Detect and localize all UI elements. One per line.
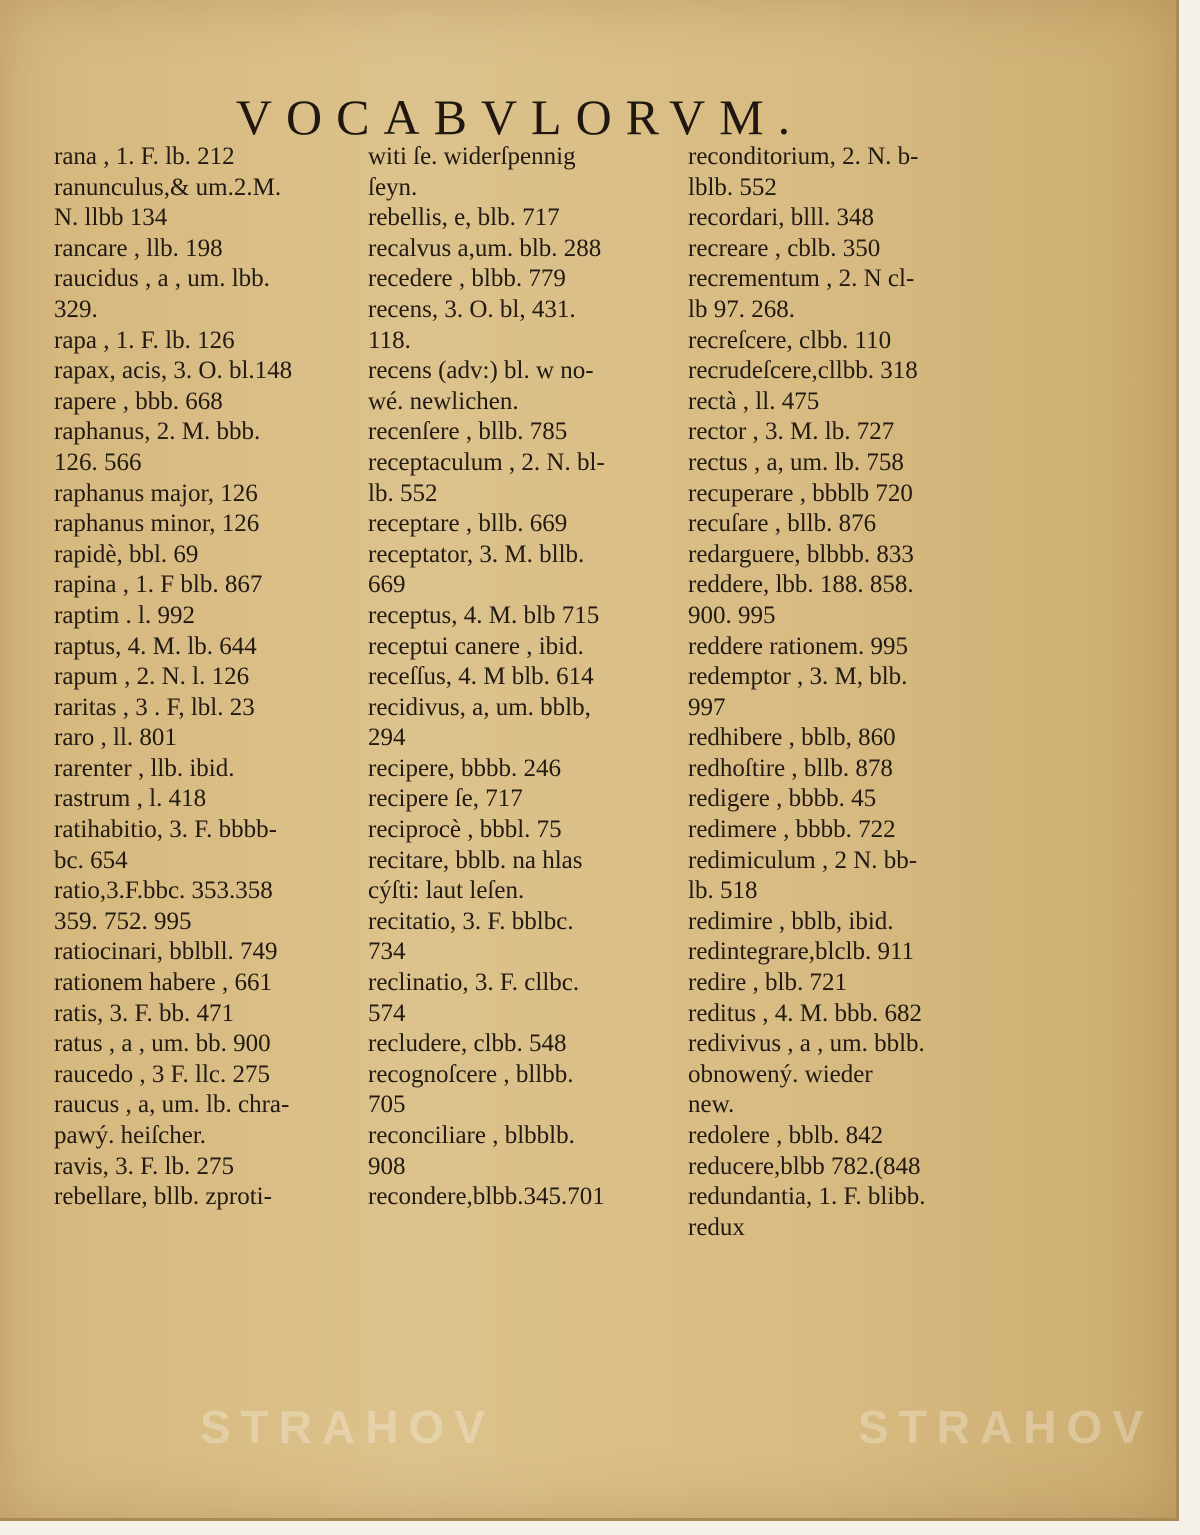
glossary-entry: recrudeſcere,cllbb. 318: [688, 357, 918, 385]
glossary-entry: raptus, 4. M. lb. 644: [54, 632, 257, 660]
glossary-entry: lblb. 552: [688, 173, 777, 201]
glossary-entry: rastrum , l. 418: [54, 785, 207, 813]
glossary-entry: rapum , 2. N. l. 126: [54, 663, 250, 691]
glossary-entry: 294: [368, 724, 406, 752]
glossary-entry: redintegrare,blclb. 911: [688, 938, 915, 966]
glossary-entry: 329.: [54, 295, 98, 323]
library-watermark: STRAHOV: [200, 1401, 495, 1453]
glossary-entry: recondere,blbb.345.701: [368, 1183, 605, 1211]
glossary-entry: N. llbb 134: [54, 204, 168, 232]
glossary-entry: witi ſe. widerſpennig: [368, 143, 576, 170]
glossary-entry: raphanus major, 126: [54, 479, 258, 507]
glossary-entry: rationem habere , 661: [54, 969, 272, 997]
glossary-entry: recitare, bblb. na hlas: [368, 846, 583, 874]
glossary-entry: ratis, 3. F. bb. 471: [54, 999, 234, 1027]
glossary-entry: recordari, blll. 348: [688, 204, 875, 232]
glossary-entry: 908: [368, 1152, 406, 1180]
glossary-entry: redhibere , bblb, 860: [688, 724, 896, 752]
glossary-entry: reclinatio, 3. F. cllbc.: [368, 969, 580, 997]
glossary-entry: receptator, 3. M. bllb.: [368, 540, 585, 568]
glossary-entry: lb 97. 268.: [688, 295, 795, 323]
glossary-entry: reconditorium, 2. N. b-: [688, 143, 919, 170]
glossary-entry: receptui canere , ibid.: [368, 632, 584, 660]
glossary-entry: rectus , a, um. lb. 758: [688, 448, 904, 476]
glossary-entry: recens (adv:) bl. w no-: [368, 357, 594, 385]
glossary-entry: recedere , blbb. 779: [368, 265, 566, 293]
glossary-entry: receptaculum , 2. N. bl-: [368, 448, 605, 476]
glossary-entry: recognoſcere , bllbb.: [368, 1060, 574, 1088]
glossary-entry: bc. 654: [54, 846, 128, 874]
glossary-entry: redemptor , 3. M, blb.: [688, 663, 908, 691]
glossary-entry: rarenter , llb. ibid.: [54, 754, 235, 782]
glossary-entry: 359. 752. 995: [54, 907, 192, 935]
glossary-entry: recipere ſe, 717: [368, 785, 523, 813]
glossary-entry: lb. 518: [688, 877, 758, 905]
glossary-entry: cýſti: laut leſen.: [368, 877, 525, 905]
glossary-entry: redhoſtire , bllb. 878: [688, 754, 893, 782]
page-heading: VOCABVLORVM.: [235, 89, 805, 145]
glossary-entry: 669: [368, 571, 406, 599]
glossary-entry: recenſere , bllb. 785: [368, 418, 568, 446]
glossary-entry: rapina , 1. F blb. 867: [54, 571, 263, 599]
glossary-entry: redigere , bbbb. 45: [688, 785, 877, 813]
glossary-entry: rector , 3. M. lb. 727: [688, 418, 895, 446]
glossary-column-2: [368, 142, 663, 1213]
glossary-entry: rapa , 1. F. lb. 126: [54, 326, 235, 354]
glossary-entry: ratio,3.F.bbc. 353.358: [54, 877, 273, 905]
glossary-entry: receſſus, 4. M blb. 614: [368, 663, 594, 691]
glossary-entry: wé. newlichen.: [368, 387, 519, 415]
glossary-entry: recludere, clbb. 548: [368, 1030, 567, 1058]
glossary-entry: 997: [688, 693, 726, 721]
glossary-entry: obnowený. wieder: [688, 1060, 873, 1088]
glossary-entry: recrementum , 2. N cl-: [688, 265, 915, 293]
glossary-entry: recalvus a,um. blb. 288: [368, 234, 602, 262]
glossary-entry: reddere, lbb. 188. 858.: [688, 571, 914, 599]
glossary-entry: reditus , 4. M. bbb. 682: [688, 999, 923, 1027]
glossary-entry: raptim . l. 992: [54, 601, 195, 629]
glossary-entry: redimere , bbbb. 722: [688, 816, 896, 844]
glossary-entry: 126. 566: [54, 448, 142, 476]
glossary-column-1: [54, 142, 344, 1213]
glossary-entry: recreare , cblb. 350: [688, 234, 881, 262]
glossary-entry: ſeyn.: [368, 173, 418, 201]
glossary-entry: redimiculum , 2 N. bb-: [688, 846, 918, 874]
glossary-entry: ranunculus,& um.2.M.: [54, 173, 282, 201]
glossary-entry: rectà , ll. 475: [688, 387, 820, 415]
glossary-entry: raphanus, 2. M. bbb.: [54, 418, 261, 446]
glossary-entry: rancare , llb. 198: [54, 234, 223, 262]
glossary-entry: redire , blb. 721: [688, 969, 847, 997]
glossary-entry: recens, 3. O. bl, 431.: [368, 295, 576, 323]
glossary-entry: redarguere, blbbb. 833: [688, 540, 914, 568]
glossary-entry: new.: [688, 1091, 735, 1119]
library-watermark: STRAHOV: [858, 1401, 1153, 1453]
glossary-entry: lb. 552: [368, 479, 438, 507]
glossary-entry: recreſcere, clbb. 110: [688, 326, 892, 354]
glossary-entry: redux: [688, 1213, 745, 1241]
glossary-entry: 900. 995: [688, 601, 776, 629]
glossary-entry: 705: [368, 1091, 406, 1119]
glossary-entry: rebellis, e, blb. 717: [368, 204, 560, 232]
glossary-entry: ratiocinari, bblbll. 749: [54, 938, 278, 966]
glossary-entry: rapidè, bbl. 69: [54, 540, 199, 568]
glossary-entry: raucidus , a , um. lbb.: [54, 265, 270, 293]
glossary-entry: recuperare , bbblb 720: [688, 479, 913, 507]
glossary-entry: recidivus, a, um. bblb,: [368, 693, 591, 721]
glossary-entry: redimire , bblb, ibid.: [688, 907, 894, 935]
glossary-entry: receptus, 4. M. blb 715: [368, 601, 600, 629]
glossary-entry: reconciliare , blbblb.: [368, 1122, 575, 1149]
glossary-entry: recuſare , bllb. 876: [688, 510, 877, 538]
glossary-entry: receptare , bllb. 669: [368, 510, 568, 538]
glossary-entry: raro , ll. 801: [54, 724, 177, 752]
glossary-entry: 118.: [368, 326, 411, 354]
glossary-entry: 734: [368, 938, 406, 966]
glossary-entry: raucus , a, um. lb. chra-: [54, 1091, 290, 1119]
glossary-entry: recitatio, 3. F. bblbc.: [368, 907, 574, 935]
glossary-entry: raritas , 3 . F, lbl. 23: [54, 693, 255, 721]
glossary-entry: 574: [368, 999, 406, 1027]
glossary-entry: ratihabitio, 3. F. bbbb-: [54, 816, 277, 844]
glossary-entry: rebellare, bllb. zproti-: [54, 1183, 272, 1211]
glossary-entry: redundantia, 1. F. blibb.: [688, 1183, 926, 1211]
glossary-column-3: [688, 142, 988, 1243]
glossary-entry: recipere, bbbb. 246: [368, 754, 561, 782]
glossary-entry: reciprocè , bbbl. 75: [368, 816, 562, 844]
glossary-entry: rapere , bbb. 668: [54, 387, 223, 415]
glossary-entry: redolere , bblb. 842: [688, 1122, 884, 1149]
glossary-entry: rana , 1. F. lb. 212: [54, 143, 235, 170]
glossary-entry: reducere,blbb 782.(848: [688, 1152, 921, 1180]
glossary-entry: ravis, 3. F. lb. 275: [54, 1152, 234, 1180]
glossary-entry: pawý. heiſcher.: [54, 1122, 207, 1149]
glossary-entry: reddere rationem. 995: [688, 632, 909, 660]
glossary-entry: raphanus minor, 126: [54, 510, 260, 538]
glossary-entry: raucedo , 3 F. llc. 275: [54, 1060, 271, 1088]
glossary-entry: ratus , a , um. bb. 900: [54, 1030, 271, 1058]
glossary-entry: redivivus , a , um. bblb.: [688, 1030, 925, 1058]
glossary-entry: rapax, acis, 3. O. bl.148: [54, 357, 293, 385]
